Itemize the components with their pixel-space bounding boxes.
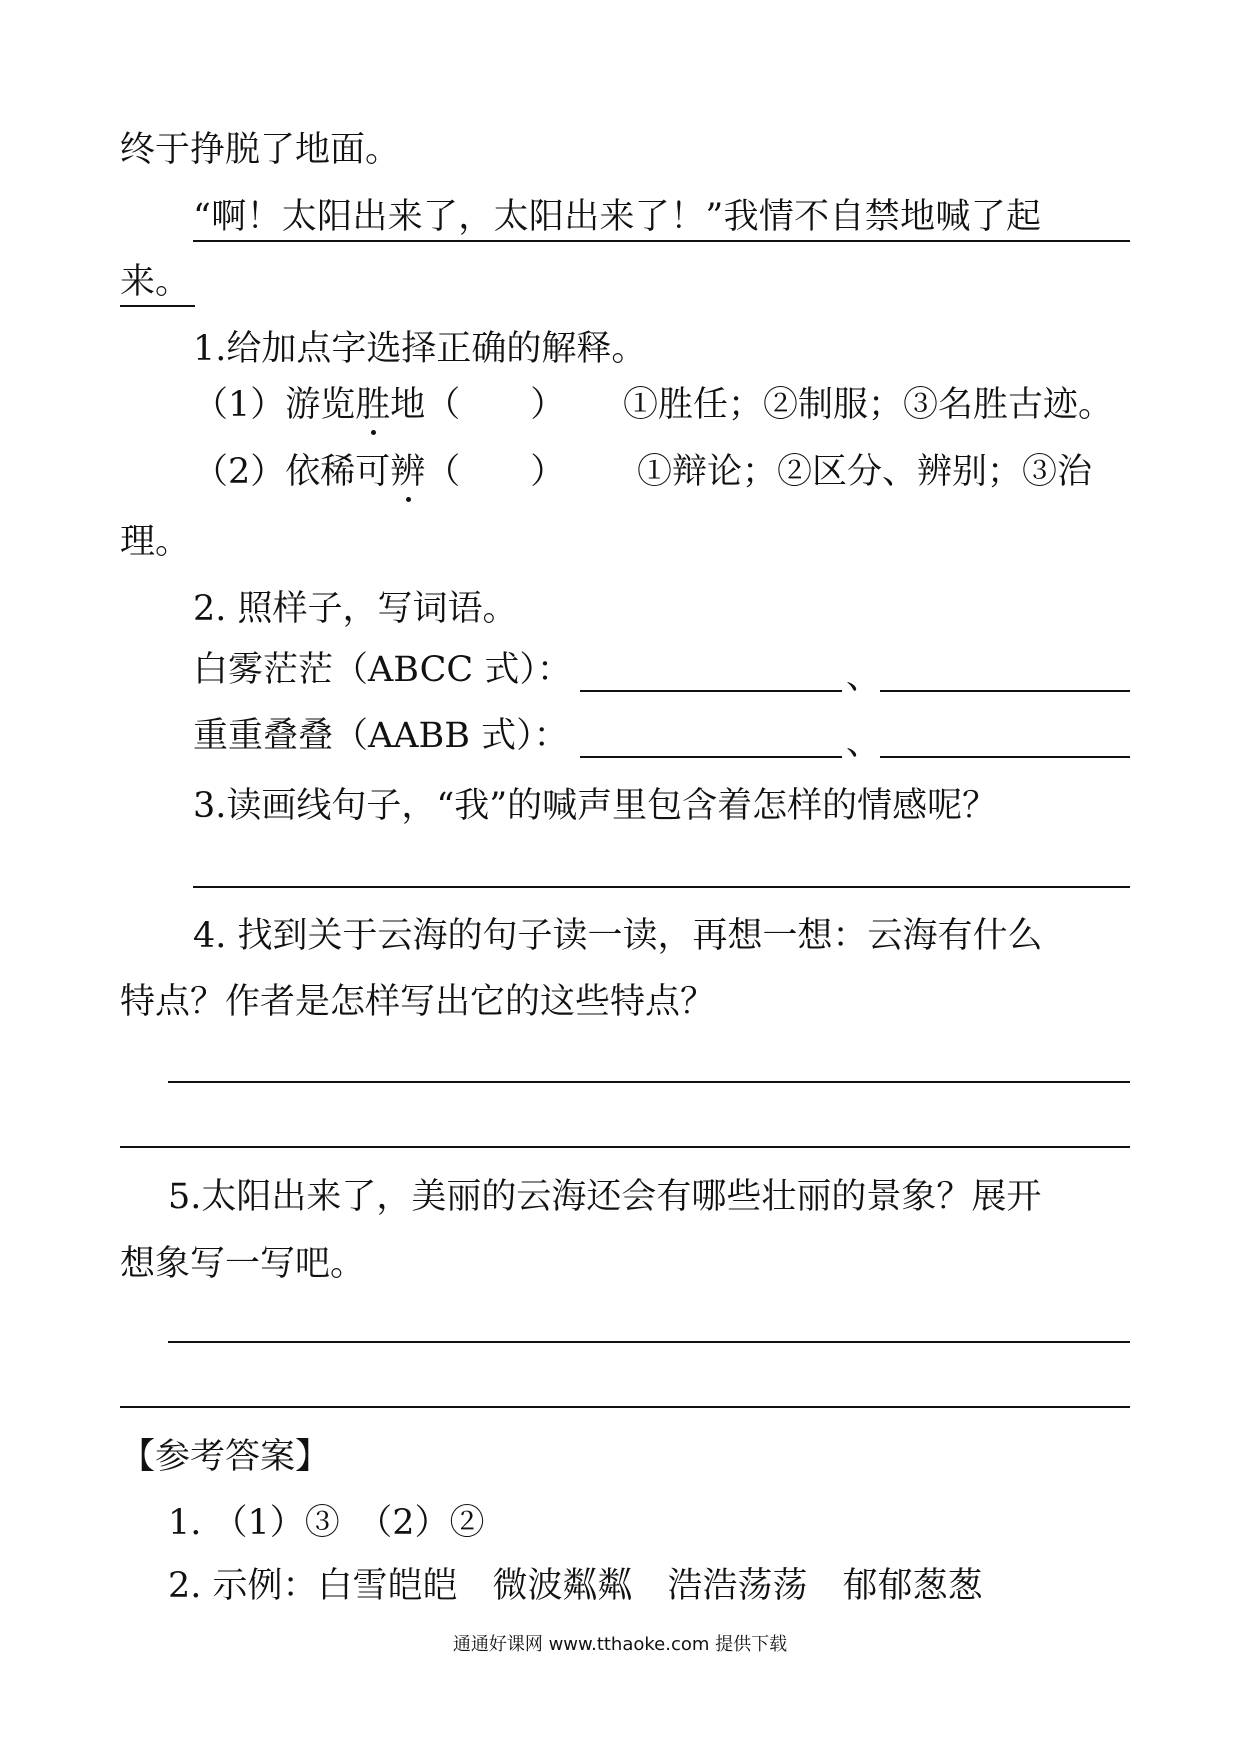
- answer-blank-2b[interactable]: [880, 756, 1130, 758]
- q5-line-2: 想象写一写吧。: [120, 1244, 366, 1284]
- q1-item-1: [193, 383, 565, 427]
- q1-item-2-post: （ ）: [425, 452, 566, 492]
- q2-row-1-label: 白雾茫茫（ABCC 式）：: [193, 650, 572, 690]
- dotted-char-1: 胜: [355, 385, 391, 425]
- q5-line-1: 5.太阳出来了，美丽的云海还会有哪些壮丽的景象？展开: [168, 1177, 1042, 1217]
- q1-prompt: 1.给加点字选择正确的解释。: [193, 329, 647, 369]
- answer-blank-2a[interactable]: [580, 756, 842, 758]
- underline-1: [193, 240, 1130, 242]
- answer-blank-1b[interactable]: [880, 690, 1130, 692]
- q2-row-2-label: 重重叠叠（AABB 式）：: [193, 716, 569, 756]
- dotted-char-2: 辨: [390, 452, 426, 492]
- q3-answer-line[interactable]: [193, 886, 1130, 888]
- q4-line-1: 4. 找到关于云海的句子读一读，再想一想：云海有什么: [193, 916, 1043, 956]
- underlined-sentence-line-2: 来。: [120, 262, 191, 302]
- answers-header: 【参考答案】: [120, 1437, 331, 1477]
- q5-answer-line-2[interactable]: [120, 1406, 1130, 1408]
- answer-blank-1a[interactable]: [580, 690, 842, 692]
- q1-item-2-options: ①辩论；②区分、辨别；③治: [637, 452, 1093, 492]
- q1-item-1-options: ①胜任；②制服；③名胜古迹。: [623, 385, 1114, 425]
- answer-2: 2. 示例：白雪皑皑 微波粼粼 浩浩荡荡 郁郁葱葱: [168, 1566, 983, 1606]
- answer-1: 1. （1）③ （2）②: [168, 1503, 485, 1543]
- q3-prompt: 3.读画线句子，“我”的喊声里包含着怎样的情感呢？: [193, 786, 998, 826]
- q2-prompt: 2. 照样子，写词语。: [193, 589, 518, 629]
- underlined-sentence-line-1: “啊！太阳出来了，太阳出来了！”我情不自禁地喊了起: [193, 197, 1042, 237]
- q1-item-2: [193, 450, 565, 494]
- q1-item-1-post: 地（ ）: [390, 385, 566, 425]
- q1-item-2-cont: 理。: [120, 522, 191, 562]
- q1-item-1-pre: （1）游览: [193, 385, 356, 425]
- separator-2: 、: [846, 723, 882, 763]
- footer-credit: 通通好课网 www.tthaoke.com 提供下载: [452, 1634, 788, 1655]
- q4-answer-line-1[interactable]: [168, 1081, 1130, 1083]
- q1-item-2-pre: （2）依稀可: [193, 452, 391, 492]
- q4-line-2: 特点？作者是怎样写出它的这些特点？: [120, 982, 716, 1022]
- underline-2: [120, 305, 195, 307]
- q4-answer-line-2[interactable]: [120, 1146, 1130, 1148]
- separator-1: 、: [846, 657, 882, 697]
- q5-answer-line-1[interactable]: [168, 1341, 1130, 1343]
- passage-line-1: 终于挣脱了地面。: [120, 130, 401, 170]
